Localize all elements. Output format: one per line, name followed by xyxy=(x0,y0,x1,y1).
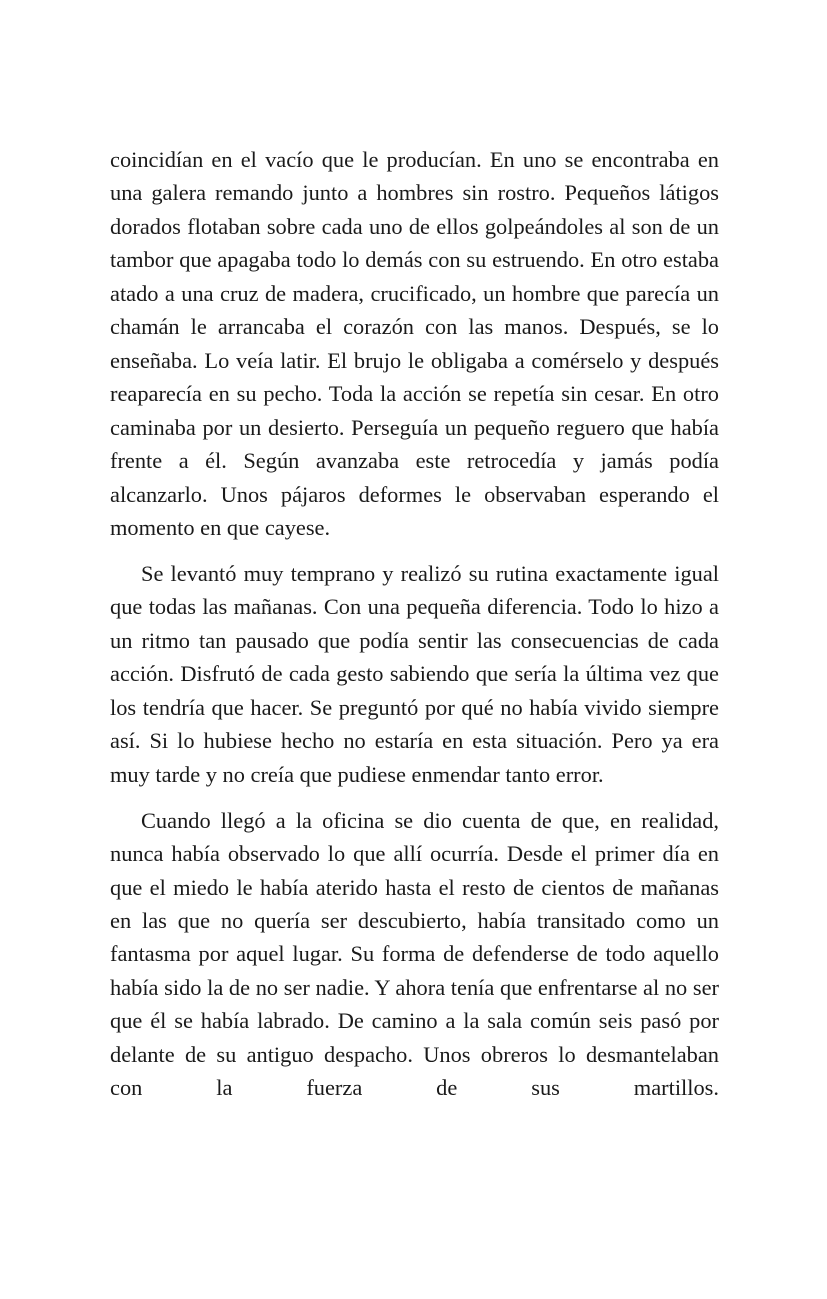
book-page xyxy=(110,143,719,1105)
paragraph: Se levantó muy temprano y realizó su rutina exactamente igual que todas las mañanas. Con una pequeña diferencia. Todo lo hizo a un ritmo tan pausado que podía sentir las consecuencias de cada acción. Disfrutó de cada gesto sabiendo que sería la última vez que los tendría que hacer. Se preguntó por qué no había vivido siempre así. Si lo hubiese hecho no estaría en esta situación. Pero ya era muy tarde y no creía que pudiese enmendar tanto error. xyxy=(110,560,719,787)
paragraph: Cuando llegó a la oficina se dio cuenta de que, en realidad, nunca había observado lo que allí ocurría. Desde el primer día en que el miedo le había aterido hasta el resto de cientos de mañanas en las que no quería ser descubierto, había transitado como un fantasma por aquel lugar. Su forma de defenderse de todo aquello había sido la de no ser nadie. Y ahora tenía que enfrentarse al no ser que él se había labrado. De camino a la sala común seis pasó por delante de su antiguo despacho. Unos obreros lo desmantelaban con la fuerza de sus martillos. xyxy=(110,807,719,1101)
paragraph-continuation: coincidían en el vacío que le producían. En uno se encontraba en una galera remando junto a hombres sin rostro. Pequeños látigos dorados flotaban sobre cada uno de ellos golpeándoles al son de un tambor que apagaba todo lo demás con su estruendo. En otro estaba atado a una cruz de madera, crucificado, un hombre que parecía un chamán le arrancaba el corazón con las manos. Después, se lo enseñaba. Lo veía latir. El brujo le obligaba a comérselo y después reaparecía en su pecho. Toda la acción se repetía sin cesar. En otro caminaba por un desierto. Perseguía un pequeño reguero que había frente a él. Según avanzaba este retrocedía y jamás podía alcanzarlo. Unos pájaros deformes le observaban esperando el momento en que cayese. xyxy=(110,147,719,540)
